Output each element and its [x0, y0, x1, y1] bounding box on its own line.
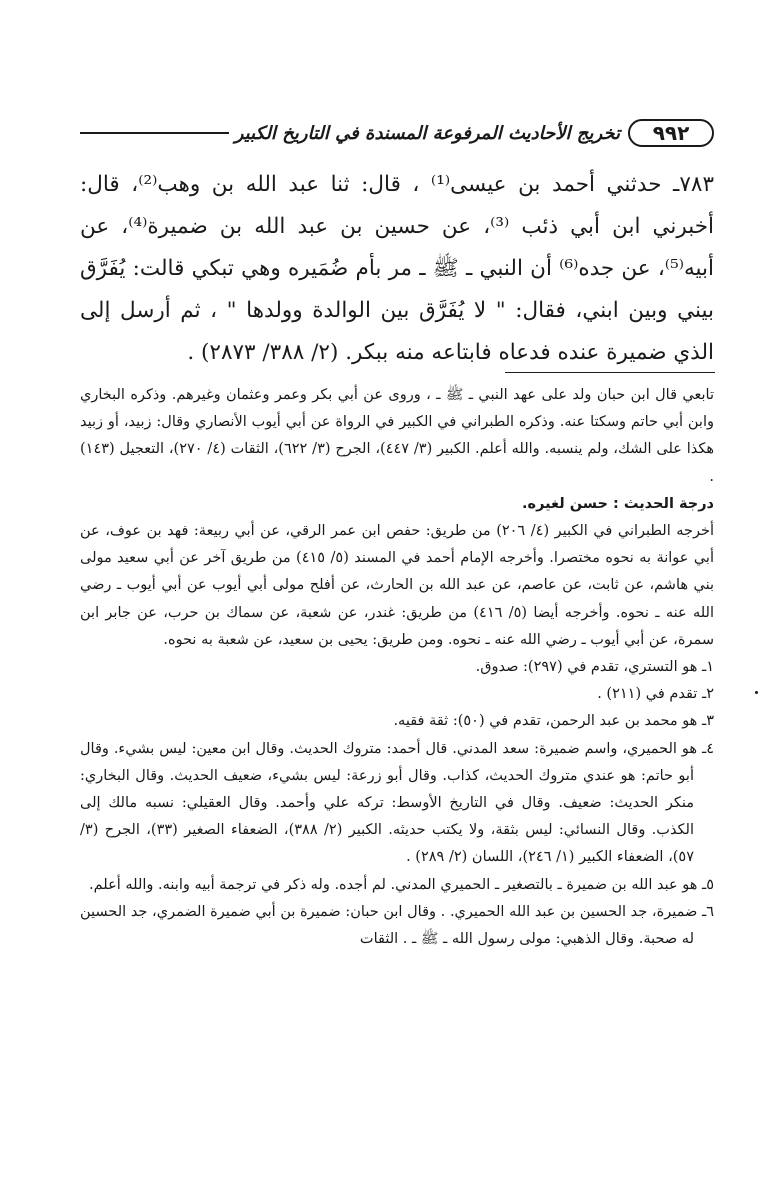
page-number: ٩٩٢ [628, 119, 714, 147]
footnote-1: ١ـ هو التستري، تقدم في (٢٩٧): صدوق. [475, 659, 714, 676]
footnote-2: ٢ـ تقدم في (٢١١) . [597, 686, 714, 703]
header-rule [80, 132, 229, 134]
footnote-4: ٤ـ هو الحميري، واسم ضميرة: سعد المدني. قال أحمد: متروك الحديث. وقال ابن معين: ليس بشيء. وقال أبو حاتم: هو عندي متروك الحديث، كذاب. وقال أبو زرعة: ليس بشيء، ضعيف الحديث. وقال البخاري: منكر الحديث: ضعيف. وقال في التاريخ الأوسط: تركه علي وأحمد. وقال العقيلي: نسبه مالك إلى الكذب. وقال النسائي: ليس بثقة، ولا يكتب حديثه. الكبير (٢/ ٣٨٨)، الضعفاء الصغير (٣٣)، الجرح (٣/ ٥٧)، الضعفاء الكبير (١/ ٢٤٦)، اللسان (٢/ ٢٨٩) . [80, 740, 714, 866]
margin-dot [755, 691, 758, 694]
footnote-6: ٦ـ ضميرة، جد الحسين بن عبد الله الحميري. . وقال ابن حبان: ضميرة بن أبي ضميرة الضمري، جد الحسين له صحبة. وقال الذهبي: مولى رسول الله ـ ﷺ ـ . الثقات [80, 903, 714, 948]
footnotes-section [80, 382, 714, 953]
takhrij-paragraph: أخرجه الطبراني في الكبير (٤/ ٢٠٦) من طريق: حفص ابن عمر الرقي، عن أبي ربيعة: فهد بن عوف، عن أبي عوانة به نحوه مختصرا. وأخرجه الإمام أحمد في المسند (٥/ ٤١٥) من طريق آخر عن أبي سعيد مولى بني هاشم، عن ثابت، عن عاصم، عن عبد الله بن الحارث، عن أفلح مولى أبي أيوب عن أبي أيوب ـ رضي الله عنه ـ نحوه. وأخرجه أيضا (٥/ ٤١٦) من طريق: غندر، عن شعبة، عن سماك بن حرب، عن جابر ابن سمرة، عن أبي أيوب ـ رضي الله عنه ـ نحوه. ومن طريق: يحيى بن سعيد، عن شعبة به نحوه. [80, 523, 714, 648]
footnote-5: ٥ـ هو عبد الله بن ضميرة ـ بالتصغير ـ الحميري المدني. لم أجده. وله ذكر في ترجمة أبيه وابنه. والله أعلم. [89, 876, 714, 893]
book-title: تخريج الأحاديث المرفوعة المسندة في التاريخ الكبير [234, 122, 620, 144]
note-continuation: تابعي قال ابن حبان ولد على عهد النبي ـ ﷺ ـ ، وروى عن أبي بكر وعمر وعثمان وغيرهم. وذكره البخاري وابن أبي حاتم وسكتا عنه. وذكره الطبراني في الكبير في الرواة عن أبي أيوب الأنصاري وقال: زبيد، أو زبيد هكذا على الشك، ولم ينسبه. والله أعلم. الكبير (٣/ ٤٤٧)، الجرح (٣/ ٦٢٢)، الثقات (٤/ ٢٧٠)، التعجيل (١٤٣) . [80, 387, 715, 485]
footnote-separator [505, 372, 715, 373]
page-header [80, 116, 714, 150]
footnote-3: ٣ـ هو محمد بن عبد الرحمن، تقدم في (٥٠): ثقة فقيه. [393, 713, 714, 730]
hadith-grade: درجة الحديث : حسن لغيره. [522, 495, 714, 512]
hadith-text: ٧٨٣ـ حدثني أحمد بن عيسى⁽¹⁾ ، قال: ثنا عبد الله بن وهب⁽²⁾، قال: أخبرني ابن أبي ذئب ⁽³⁾، عن حسين بن عبد الله بن ضميرة⁽⁴⁾، عن أبيه⁽⁵⁾، عن جده⁽⁶⁾ أن النبي ـ ﷺ ـ مر بأم ضُمَيره وهي تبكي قالت: يُفَرَّق بيني وبين ابني، فقال: " لا يُفَرَّق بين الوالدة وولدها " ، ثم أرسل إلى الذي ضميرة عنده فدعاه فابتاعه منه ببكر. (٢/ ٣٨٨/ ٢٨٧٣) . [80, 172, 715, 365]
